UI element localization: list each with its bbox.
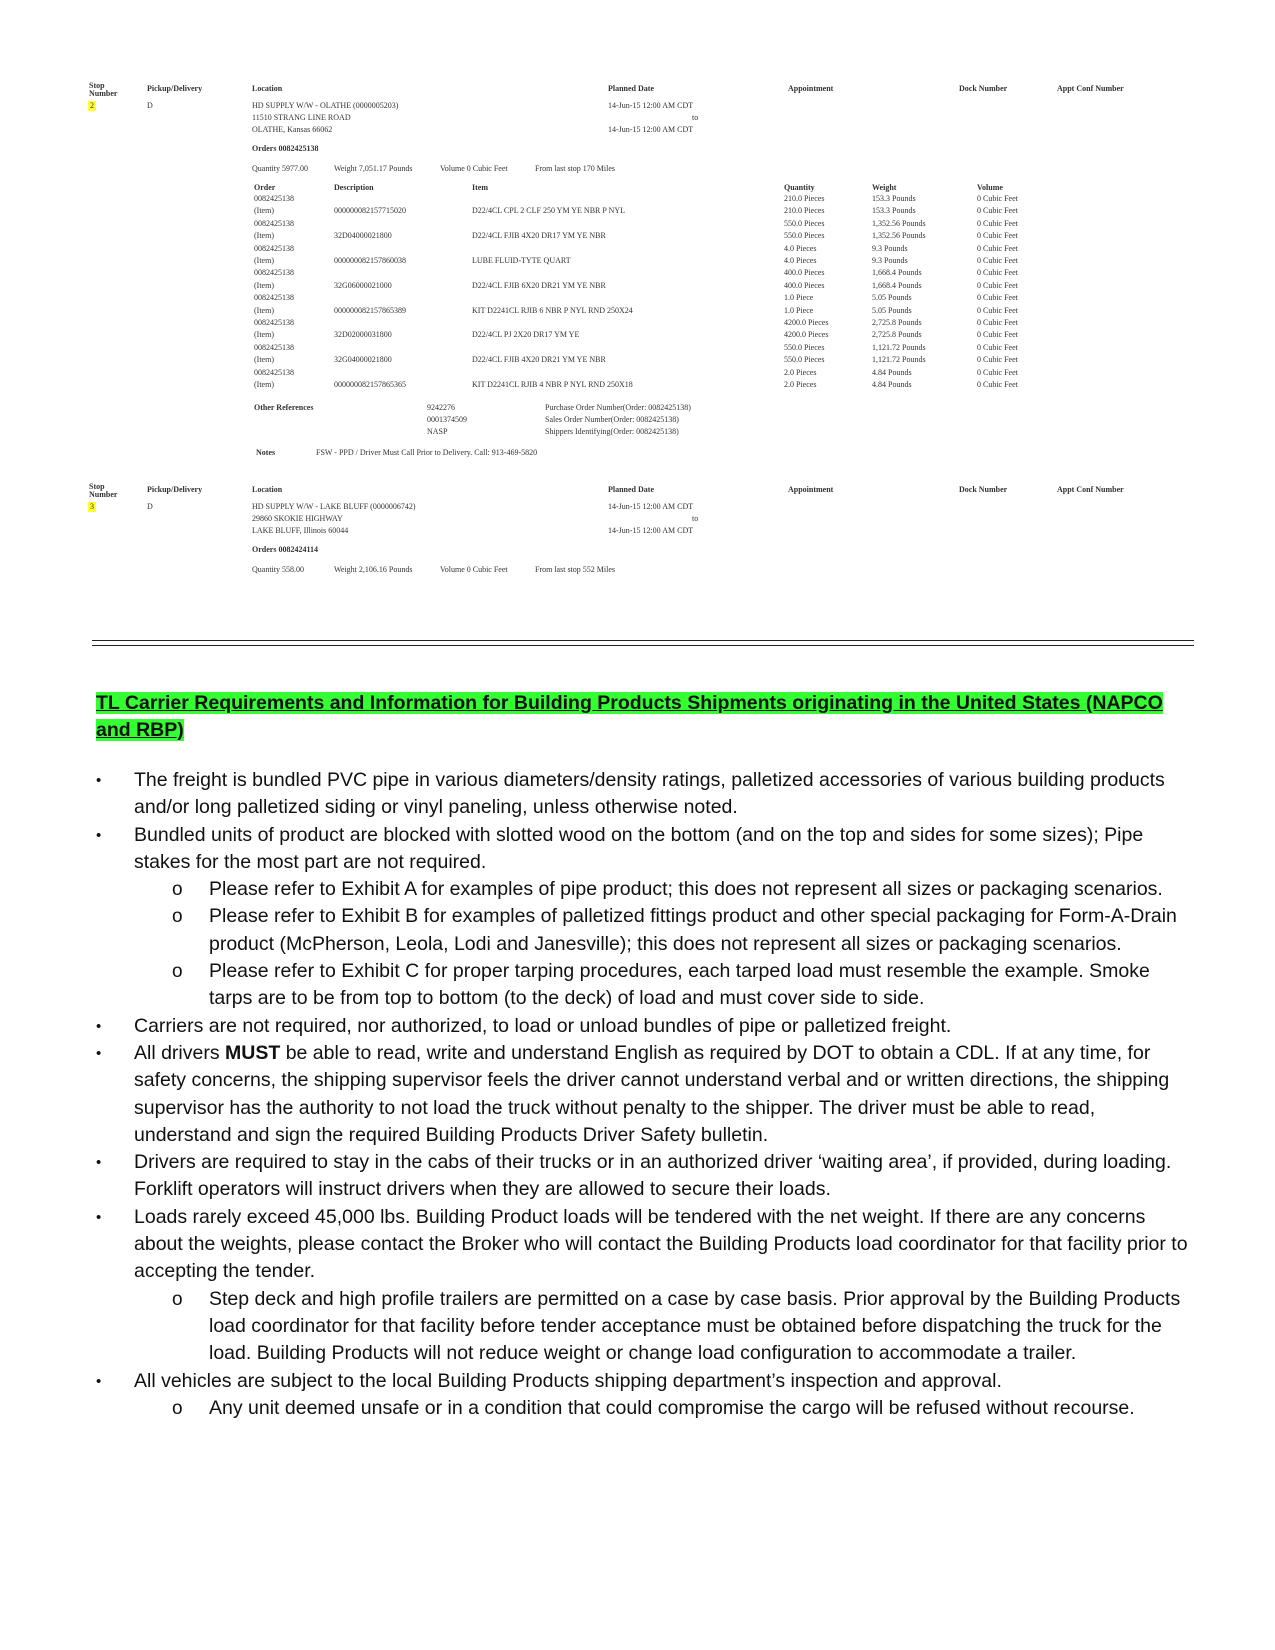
sub-bullet-icon: o [172, 1397, 183, 1419]
table-row [0, 194, 1275, 206]
sub-bullet-icon: o [172, 1288, 183, 1310]
cell-item: LUBE FLUID-TYTE QUART [472, 256, 571, 265]
cell-qty: 550.0 Pieces [784, 231, 825, 241]
sub-bullet-item [0, 958, 1194, 1013]
bullet-item [0, 767, 1194, 822]
sub-bullet-item [0, 1395, 1194, 1422]
summary-distance: From last stop 552 Miles [535, 565, 616, 574]
cell-vol: 0 Cubic Feet [977, 367, 1018, 377]
col-description-header: Description [334, 183, 374, 192]
planned-date-header: Planned Date [608, 84, 654, 93]
cell-item: KIT D2241CL RJIB 6 NBR P NYL RND 250X24 [472, 305, 633, 315]
bullet-text: Please refer to Exhibit A for examples of pipe product; this does not represent all sizes or packaging scenarios. [209, 878, 1163, 901]
bullet-text: Any unit deemed unsafe or in a condition that could compromise the cargo will be refused without recourse. [209, 1396, 1135, 1419]
bullet-icon: • [96, 1154, 102, 1172]
notes-text: FSW - PPD / Driver Must Call Prior to Delivery. Call: 913-469-5820 [316, 448, 538, 457]
cell-qty: 210.0 Pieces [784, 194, 825, 203]
bullet-text: be able to read, write and understand English as required by DOT to obtain a CDL. If at any time, for safety concerns, the shipping supervisor feels the driver cannot understand verbal and or written directions, the shipping supervisor has the authority to not load the truck without penalty to the shipper. The driver must be able to read, understand and sign the required Building Products Driver Safety bulletin. [134, 1041, 1170, 1146]
cell-vol: 0 Cubic Feet [977, 280, 1018, 290]
cell-qty: 4.0 Pieces [784, 256, 817, 265]
table-row [0, 281, 1275, 293]
table-row [0, 268, 1275, 280]
summary-weight: Weight 7,051.17 Pounds [334, 164, 413, 173]
table-row [0, 330, 1275, 342]
dock-number-header: Dock Number [959, 84, 1008, 93]
section-divider-bottom [92, 645, 1194, 646]
cell-order: (Item) [254, 355, 274, 365]
bullet-icon: • [96, 1044, 102, 1062]
summary-volume: Volume 0 Cubic Feet [440, 565, 508, 574]
cell-order: 0082425138 [254, 367, 294, 377]
planned-date-end: 14-Jun-15 12:00 AM CDT [608, 526, 694, 535]
planned-date-to: to [692, 113, 699, 122]
stop-number-header: Stop Number [89, 482, 118, 499]
cell-order: 0082425138 [254, 243, 294, 253]
appt-conf-header: Appt Conf Number [1057, 84, 1124, 93]
cell-vol: 0 Cubic Feet [977, 243, 1018, 253]
requirements-list [0, 767, 1275, 1422]
cell-qty: 1.0 Piece [784, 293, 814, 303]
col-volume-header: Volume [977, 183, 1003, 192]
section-heading-text: TL Carrier Requirements and Information for Building Products Shipments originating in the United States (NAPCO and RBP) [96, 692, 1163, 741]
cell-order: 0082425138 [254, 342, 294, 352]
cell-wt: 153.3 Pounds [872, 206, 916, 216]
notes-label: Notes [256, 448, 276, 457]
cell-vol: 0 Cubic Feet [977, 194, 1018, 203]
cell-vol: 0 Cubic Feet [977, 206, 1018, 216]
bullet-text: Bundled units of product are blocked with slotted wood on the bottom (and on the top and sides for some sizes); Pipe stakes for the most part are not required. [134, 823, 1144, 873]
bullet-text: All drivers [134, 1041, 226, 1064]
bullet-item [0, 1368, 1194, 1395]
cell-wt: 1,121.72 Pounds [872, 342, 926, 352]
bullet-icon: • [96, 1372, 102, 1390]
cell-vol: 0 Cubic Feet [977, 380, 1018, 389]
sub-bullet-icon: o [172, 906, 183, 928]
sub-bullet-icon: o [172, 961, 183, 983]
cell-wt: 2,725.8 Pounds [872, 318, 922, 327]
location-line-1: HD SUPPLY W/W - OLATHE (0000005203) [252, 101, 399, 110]
location-line-2: 29860 SKOKIE HIGHWAY [252, 514, 343, 523]
cell-vol: 0 Cubic Feet [977, 305, 1018, 315]
cell-vol: 0 Cubic Feet [977, 256, 1018, 265]
location-line-1: HD SUPPLY W/W - LAKE BLUFF (0000006742) [252, 502, 416, 511]
cell-order: (Item) [254, 305, 274, 315]
dock-number-header: Dock Number [959, 485, 1008, 494]
location-header: Location [252, 84, 283, 93]
cell-order: (Item) [254, 380, 274, 389]
cell-qty: 400.0 Pieces [784, 268, 825, 278]
cell-vol: 0 Cubic Feet [977, 231, 1018, 241]
bullet-item [0, 1204, 1194, 1286]
cell-wt: 5.05 Pounds [872, 293, 912, 303]
cell-order: 0082425138 [254, 293, 294, 303]
cell-qty: 2.0 Pieces [784, 367, 817, 377]
bullet-icon: • [96, 772, 102, 789]
sub-bullet-item [0, 876, 1194, 903]
table-row [0, 256, 1275, 268]
cell-qty: 400.0 Pieces [784, 280, 825, 290]
summary-weight: Weight 2,106.16 Pounds [334, 565, 413, 574]
cell-order: (Item) [254, 280, 274, 290]
appt-conf-header: Appt Conf Number [1057, 485, 1124, 494]
cell-qty: 550.0 Pieces [784, 355, 825, 365]
table-row [0, 244, 1275, 256]
cell-order: 0082425138 [254, 268, 294, 278]
cell-order: (Item) [254, 231, 274, 241]
cell-desc: 32G06000021000 [334, 280, 392, 290]
col-weight-header: Weight [872, 183, 897, 192]
bullet-text: All vehicles are subject to the local Building Products shipping department’s inspection and approval. [134, 1369, 1002, 1392]
location-line-2: 11510 STRANG LINE ROAD [252, 113, 351, 122]
planned-date-to: to [692, 514, 699, 523]
cell-qty: 2.0 Pieces [784, 380, 817, 389]
cell-qty: 550.0 Pieces [784, 218, 825, 228]
stop-number-header: Stop Number [89, 81, 118, 98]
stop-number: 2 [90, 101, 94, 110]
cell-qty: 4.0 Pieces [784, 243, 817, 253]
other-references-label: Other References [254, 403, 314, 412]
cell-desc: 000000082157865389 [334, 305, 406, 315]
summary-distance: From last stop 170 Miles [535, 164, 616, 173]
cell-qty: 4200.0 Pieces [784, 330, 829, 340]
cell-wt: 1,668.4 Pounds [872, 268, 922, 278]
bullet-text: The freight is bundled PVC pipe in various diameters/density ratings, palletized accessories of various building products and/or long palletized siding or vinyl paneling, unless otherwise noted. [134, 769, 1165, 819]
bullet-text: Please refer to Exhibit B for examples of palletized fittings product and other special packaging for Form-A-Drain product (McPherson, Leola, Lodi and Janesville); this does not represent all sizes or packaging scenarios. [209, 905, 1177, 955]
cell-vol: 0 Cubic Feet [977, 218, 1018, 228]
cell-vol: 0 Cubic Feet [977, 318, 1018, 327]
cell-item: D22/4CL FJIB 4X20 DR17 YM YE NBR [472, 231, 606, 241]
pickup-delivery-value: D [147, 502, 153, 511]
appointment-header: Appointment [788, 84, 834, 93]
cell-qty: 550.0 Pieces [784, 342, 825, 352]
stop-number: 3 [90, 502, 94, 511]
reference-value: NASP [427, 427, 448, 436]
table-row [0, 293, 1275, 305]
cell-wt: 5.05 Pounds [872, 305, 912, 315]
bullet-icon: • [96, 1017, 102, 1035]
bullet-text: Carriers are not required, nor authorized, to load or unload bundles of pipe or palletized freight. [134, 1014, 952, 1037]
reference-desc: Purchase Order Number(Order: 0082425138) [545, 403, 691, 412]
cell-qty: 1.0 Piece [784, 305, 814, 315]
cell-wt: 1,668.4 Pounds [872, 280, 922, 290]
cell-desc: 000000082157715020 [334, 206, 406, 216]
cell-qty: 210.0 Pieces [784, 206, 825, 216]
location-header: Location [252, 485, 283, 494]
bullet-text: Loads rarely exceed 45,000 lbs. Building Product loads will be tendered with the net weight. If there are any concerns about the weights, please contact the Broker who will contact the Building Products load coordinator for that facility prior to accepting the tender. [134, 1205, 1188, 1283]
cell-item: D22/4CL FJIB 4X20 DR21 YM YE NBR [472, 355, 606, 365]
cell-order: 0082425138 [254, 218, 294, 228]
location-line-3: LAKE BLUFF, Illinois 60044 [252, 526, 349, 535]
cell-order: 0082425138 [254, 318, 294, 327]
section-divider-top [92, 640, 1194, 641]
summary-quantity: Quantity 5977.00 [252, 164, 308, 173]
location-line-3: OLATHE, Kansas 66062 [252, 125, 333, 134]
pickup-delivery-header: Pickup/Delivery [147, 84, 203, 93]
bullet-emphasis: MUST [225, 1041, 281, 1064]
cell-vol: 0 Cubic Feet [977, 330, 1018, 340]
cell-desc: 000000082157865365 [334, 380, 406, 389]
cell-item: D22/4CL CPL 2 CLF 250 YM YE NBR P NYL [472, 206, 625, 216]
table-row [0, 306, 1275, 318]
appointment-header: Appointment [788, 485, 834, 494]
cell-wt: 4.84 Pounds [872, 367, 912, 377]
bullet-text: Please refer to Exhibit C for proper tarping procedures, each tarped load must resemble the example. Smoke tarps are to be from top to bottom (to the deck) of load and must cover side to side. [209, 960, 1150, 1010]
table-row [0, 219, 1275, 231]
bullet-item [0, 1149, 1194, 1204]
sub-bullet-item [0, 1286, 1194, 1368]
orders-line: Orders 0082425138 [252, 144, 319, 153]
cell-order: (Item) [254, 206, 274, 216]
cell-desc: 32G04000021800 [334, 355, 392, 365]
col-item-header: Item [472, 183, 488, 192]
col-order-header: Order [254, 183, 276, 192]
cell-order: 0082425138 [254, 194, 294, 203]
sub-bullet-icon: o [172, 879, 183, 901]
bullet-item [0, 1040, 1194, 1149]
table-row [0, 206, 1275, 218]
sub-bullet-item [0, 903, 1194, 958]
table-row [0, 355, 1275, 367]
cell-vol: 0 Cubic Feet [977, 355, 1018, 365]
cell-desc: 000000082157860038 [334, 256, 406, 265]
table-row [0, 231, 1275, 243]
pickup-delivery-header: Pickup/Delivery [147, 485, 203, 494]
table-row [0, 380, 1275, 392]
orders-line: Orders 0082424114 [252, 545, 318, 554]
cell-order: (Item) [254, 256, 274, 265]
summary-quantity: Quantity 558.00 [252, 565, 304, 574]
bullet-icon: • [96, 1208, 102, 1226]
planned-date-end: 14-Jun-15 12:00 AM CDT [608, 125, 694, 134]
cell-desc: 32D02000031800 [334, 330, 392, 340]
reference-value: 9242276 [427, 403, 455, 412]
planned-date-start: 14-Jun-15 12:00 AM CDT [608, 502, 694, 511]
table-row [0, 343, 1275, 355]
cell-wt: 153.3 Pounds [872, 194, 916, 203]
cell-vol: 0 Cubic Feet [977, 268, 1018, 278]
cell-wt: 1,352.56 Pounds [872, 218, 926, 228]
table-row [0, 318, 1275, 330]
cell-wt: 9.3 Pounds [872, 256, 908, 265]
cell-wt: 4.84 Pounds [872, 380, 912, 389]
section-heading [96, 690, 1201, 744]
cell-desc: 32D04000021800 [334, 231, 392, 241]
planned-date-header: Planned Date [608, 485, 654, 494]
pickup-delivery-value: D [147, 101, 153, 110]
cell-wt: 1,121.72 Pounds [872, 355, 926, 365]
planned-date-start: 14-Jun-15 12:00 AM CDT [608, 101, 694, 110]
reference-desc: Sales Order Number(Order: 0082425138) [545, 415, 679, 424]
cell-item: D22/4CL FJIB 6X20 DR21 YM YE NBR [472, 280, 606, 290]
summary-volume: Volume 0 Cubic Feet [440, 164, 508, 173]
bullet-text: Drivers are required to stay in the cabs of their trucks or in an authorized driver ‘waiting area’, if provided, during loading. Forklift operators will instruct drivers when they are allowed to secure their loads. [134, 1151, 1172, 1201]
bullet-text: Step deck and high profile trailers are permitted on a case by case basis. Prior approval by the Building Products load coordinator for that facility before tender acceptance must be obtained before dispatching the truck for the load. Building Products will not reduce weight or change load configuration to accommodate a trailer. [209, 1287, 1181, 1365]
col-quantity-header: Quantity [784, 183, 815, 192]
cell-wt: 2,725.8 Pounds [872, 330, 922, 340]
cell-wt: 1,352.56 Pounds [872, 231, 926, 241]
cell-item: KIT D2241CL RJIB 4 NBR P NYL RND 250X18 [472, 380, 633, 389]
cell-qty: 4200.0 Pieces [784, 318, 829, 327]
cell-item: D22/4CL PJ 2X20 DR17 YM YE [472, 330, 580, 340]
table-row [0, 368, 1275, 380]
cell-order: (Item) [254, 330, 274, 340]
bullet-icon: • [96, 826, 102, 844]
cell-vol: 0 Cubic Feet [977, 342, 1018, 352]
reference-value: 0001374509 [427, 415, 467, 424]
cell-vol: 0 Cubic Feet [977, 293, 1018, 303]
cell-wt: 9.3 Pounds [872, 243, 908, 253]
bullet-item [0, 1013, 1194, 1040]
reference-desc: Shippers Identifying(Order: 0082425138) [545, 427, 679, 436]
bullet-item [0, 822, 1194, 877]
